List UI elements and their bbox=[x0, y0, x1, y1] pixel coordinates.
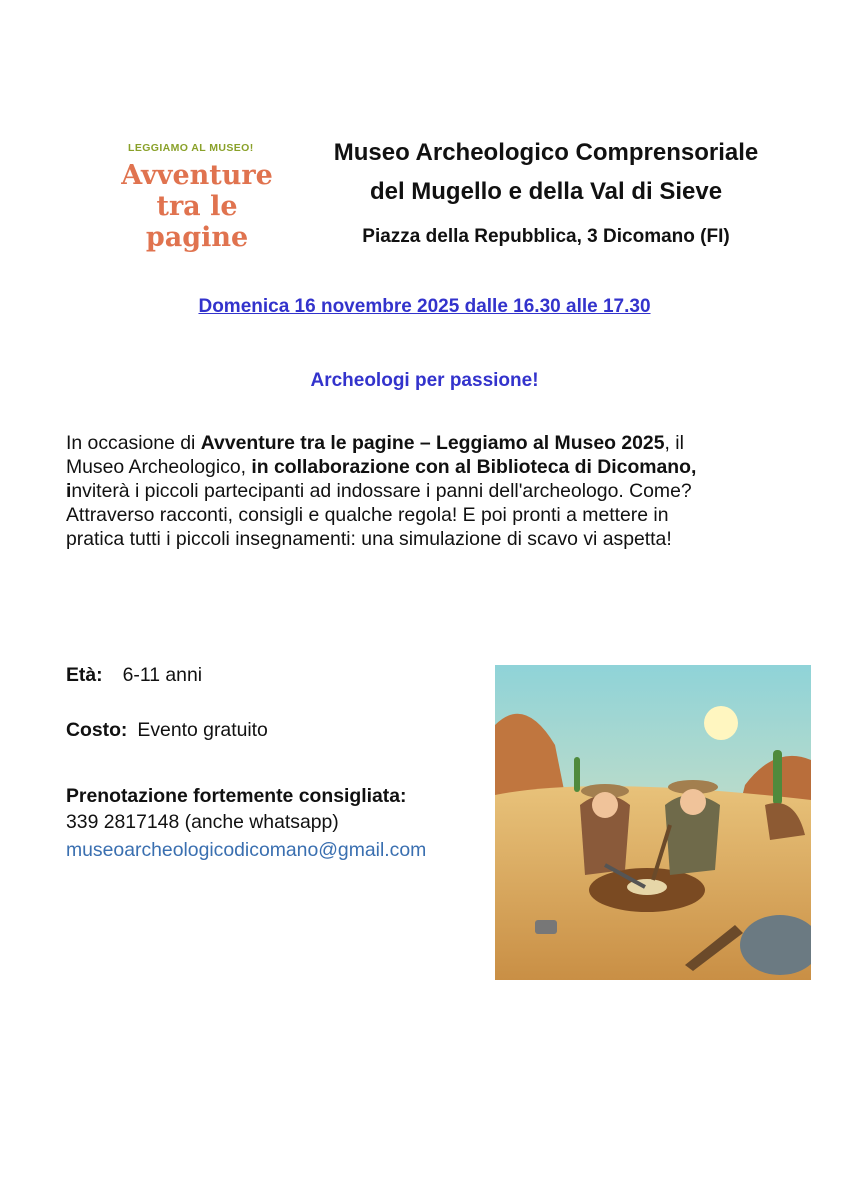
desc-bold: Avventure tra le pagine – Leggiamo al Museo 2025 bbox=[200, 432, 665, 454]
museum-name-line-1: Museo Archeologico Comprensoriale bbox=[333, 139, 759, 166]
museum-address: Piazza della Repubblica, 3 Dicomano (FI) bbox=[362, 226, 730, 247]
hammer-icon bbox=[535, 920, 557, 934]
logo-line-2: tra le pagine bbox=[145, 191, 249, 253]
logo-line-1: Avventure bbox=[121, 160, 273, 191]
desc-bold: in collaborazione con al Biblioteca di Dicomano, bbox=[251, 456, 697, 478]
age-value: 6-11 anni bbox=[122, 664, 203, 686]
logo bbox=[112, 160, 282, 253]
age-row bbox=[66, 664, 202, 687]
desc-text: In occasione di bbox=[66, 432, 201, 454]
cost-value: Evento gratuito bbox=[137, 719, 268, 741]
logo-tagline: LEGGIAMO AL MUSEO! bbox=[128, 142, 254, 154]
desc-line: Attraverso racconti, consigli e qualche regola! E poi pronti a mettere in bbox=[66, 504, 669, 526]
event-description bbox=[66, 431, 786, 551]
museum-name-line-2: del Mugello e della Val di Sieve bbox=[369, 178, 723, 205]
booking-note: Prenotazione fortemente consigliata: bbox=[66, 785, 407, 807]
cost-label: Costo: bbox=[66, 719, 128, 741]
desc-line: pratica tutti i piccoli insegnamenti: una simulazione di scavo vi aspetta! bbox=[66, 528, 672, 550]
cost-row bbox=[66, 719, 268, 742]
phone-number: 339 2817148 (anche whatsapp) bbox=[66, 811, 339, 833]
event-date: Domenica 16 novembre 2025 dalle 16.30 alle 17.30 bbox=[198, 296, 651, 317]
desc-text: nviterà i piccoli partecipanti ad indossare i panni dell'archeologo. Come? bbox=[71, 480, 692, 502]
event-title: Archeologi per passione! bbox=[310, 370, 539, 391]
desc-bold: i bbox=[66, 480, 72, 502]
sun-icon bbox=[704, 706, 738, 740]
desc-text: Museo Archeologico, bbox=[66, 456, 252, 478]
desc-text: , il bbox=[664, 432, 684, 454]
cactus-icon bbox=[773, 750, 782, 805]
archaeology-illustration bbox=[495, 665, 811, 980]
email-link[interactable]: museoarcheologicodicomano@gmail.com bbox=[66, 839, 427, 861]
age-label: Età: bbox=[66, 664, 103, 686]
